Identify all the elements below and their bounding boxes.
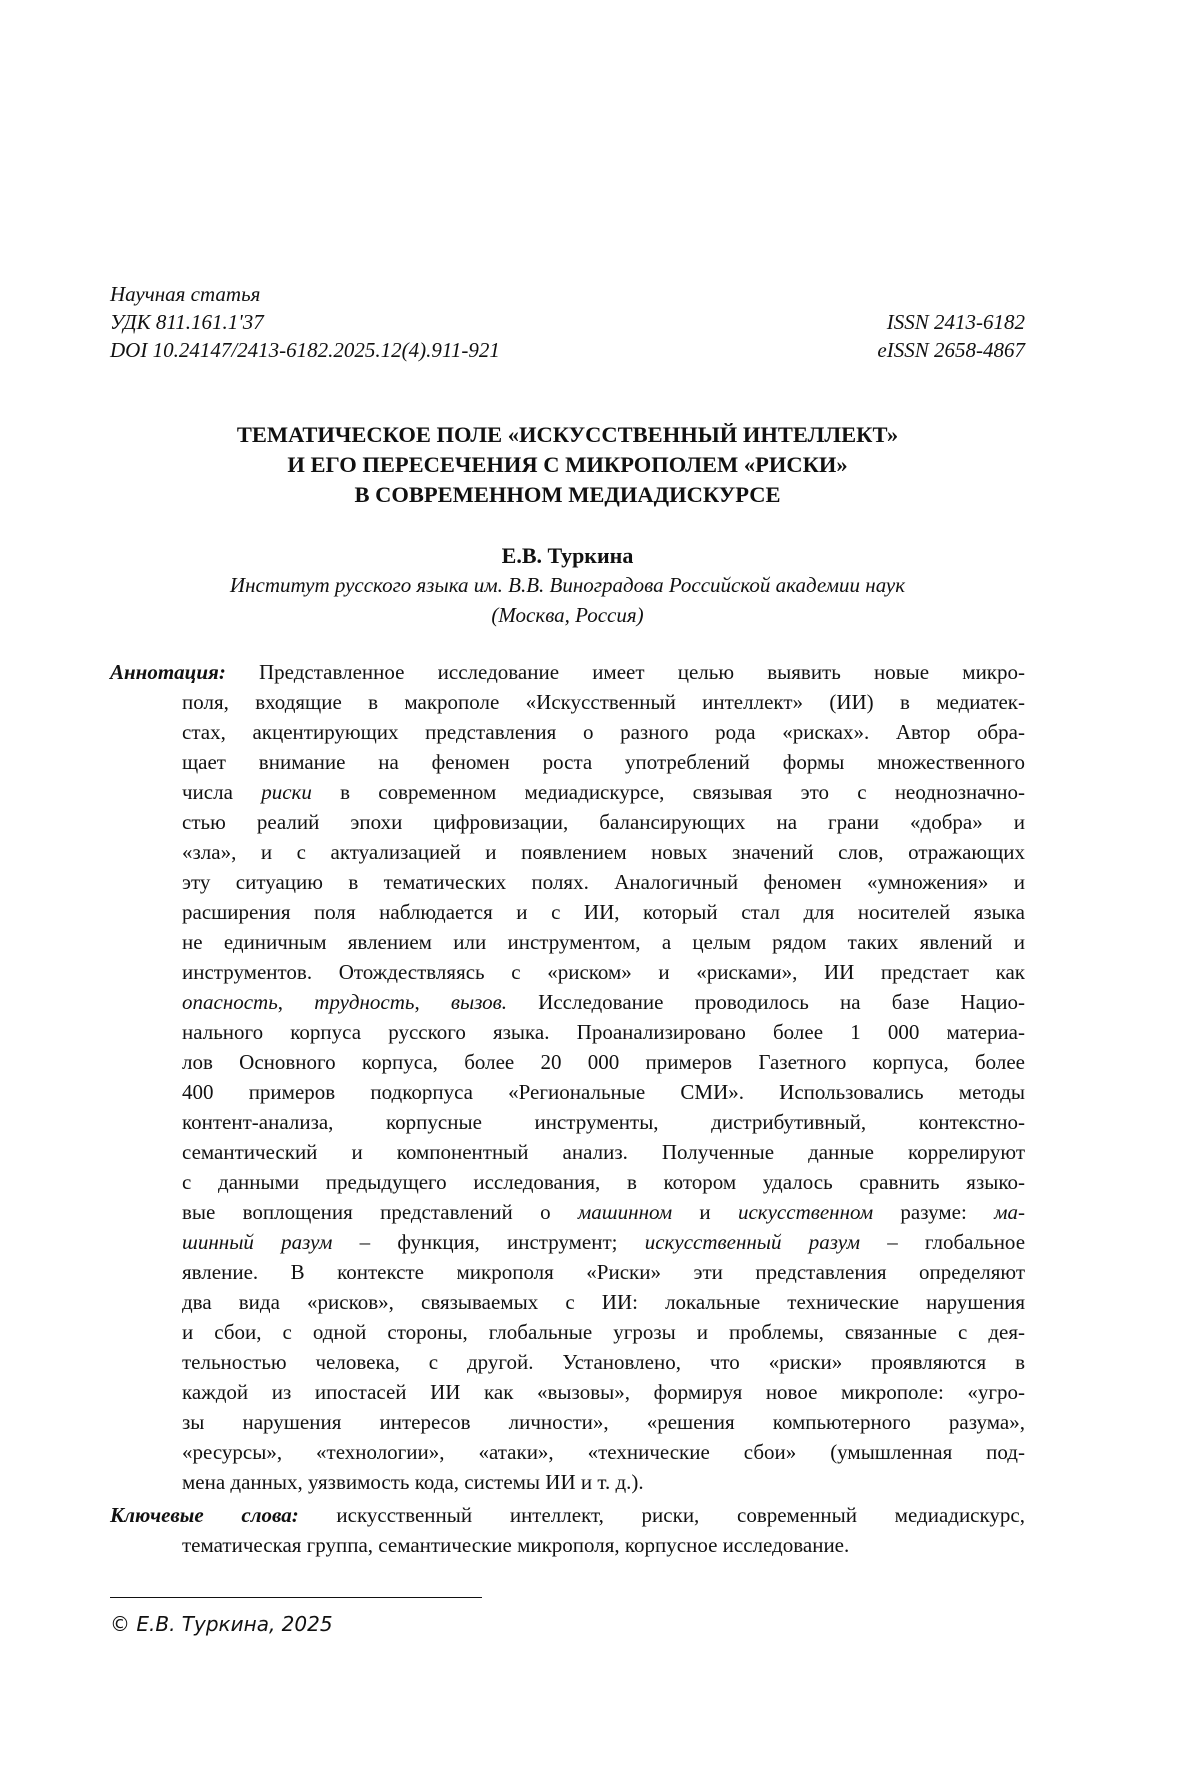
keywords-label: Ключевые слова:	[110, 1503, 299, 1527]
author-name: Е.В. Туркина	[501, 543, 634, 568]
keywords	[110, 1500, 1025, 1560]
footnote-divider	[110, 1597, 482, 1598]
abstract-line	[110, 987, 1025, 1017]
abstract-emphasis: искусственном	[737, 1200, 874, 1224]
title-line: И ЕГО ПЕРЕСЕЧЕНИЯ С МИКРОПОЛЕМ «РИСКИ»	[287, 452, 848, 477]
affiliation-line: Институт русского языка им. В.В. Виноградова Российской академии наук	[229, 573, 906, 597]
abstract-text: и	[672, 1200, 738, 1224]
abstract-line: расширения поля наблюдается и с ИИ, который стал для носителей языка	[182, 900, 1025, 924]
keywords-text: искусственный интеллект, риски, современный медиадискурс,	[298, 1503, 1025, 1527]
abstract-text: Представленное исследование имеет целью выявить новые микро-	[225, 660, 1025, 684]
issn: ISSN 2413-6182	[886, 310, 1025, 334]
abstract-emphasis: ма-	[994, 1200, 1025, 1224]
abstract-line: контент-анализа, корпусные инструменты, дистрибутивный, контекстно-	[182, 1110, 1025, 1134]
abstract-emphasis: опасность	[182, 990, 278, 1014]
udk-code: УДК 811.161.1'37	[110, 310, 264, 334]
abstract-text: – функция, инструмент;	[332, 1230, 645, 1254]
abstract-line: лов Основного корпуса, более 20 000 примеров Газетного корпуса, более	[182, 1050, 1025, 1074]
abstract-line: зы нарушения интересов личности», «решения компьютерного разума»,	[182, 1410, 1025, 1434]
meta-row-type	[110, 280, 1025, 308]
abstract-text: Исследование проводилось на базе Нацио-	[507, 990, 1025, 1014]
copyright-notice: © Е.В. Туркина, 2025	[110, 1612, 333, 1636]
abstract-line: стах, акцентирующих представления о разного рода «рисках». Автор обра-	[182, 720, 1025, 744]
meta-row-udk	[110, 308, 1025, 336]
abstract-text: вые воплощения представлений о	[182, 1200, 578, 1224]
abstract-line	[110, 1197, 1025, 1227]
meta-row-doi	[110, 336, 1025, 364]
article-title	[110, 420, 1025, 510]
abstract-line: стью реалий эпохи цифровизации, балансирующих на грани «добра» и	[182, 810, 1025, 834]
abstract-line: мена данных, уязвимость кода, системы ИИ и т. д.).	[182, 1470, 644, 1494]
title-line: ТЕМАТИЧЕСКОЕ ПОЛЕ «ИСКУССТВЕННЫЙ ИНТЕЛЛЕКТ»	[236, 422, 899, 447]
abstract-line: каждой из ипостасей ИИ как «вызовы», формируя новое микрополе: «угро-	[182, 1380, 1025, 1404]
abstract-line: семантический и компонентный анализ. Полученные данные коррелируют	[182, 1140, 1025, 1164]
article-type: Научная статья	[110, 282, 261, 306]
abstract-line: эту ситуацию в тематических полях. Аналогичный феномен «умножения» и	[182, 870, 1025, 894]
abstract-label: Аннотация:	[110, 660, 226, 684]
abstract-line: явление. В контексте микрополя «Риски» эти представления определяют	[182, 1260, 1025, 1284]
title-line: В СОВРЕМЕННОМ МЕДИАДИСКУРСЕ	[354, 482, 781, 507]
abstract-text: в современном медиадискурсе, связывая это с неоднозначно-	[311, 780, 1026, 804]
abstract-line	[110, 777, 1025, 807]
eissn: eISSN 2658-4867	[877, 338, 1025, 362]
doi: DOI 10.24147/2413-6182.2025.12(4).911-921	[110, 338, 500, 362]
abstract-line: щает внимание на феномен роста употреблений формы множественного	[182, 750, 1025, 774]
abstract-text: – глобальное	[859, 1230, 1026, 1254]
abstract	[110, 657, 1025, 1497]
abstract-text: ,	[277, 990, 315, 1014]
abstract-emphasis: трудность	[314, 990, 415, 1014]
abstract-emphasis: машинном	[577, 1200, 673, 1224]
abstract-line: с данными предыдущего исследования, в котором удалось сравнить языко-	[182, 1170, 1025, 1194]
abstract-emphasis: искусственный разум	[644, 1230, 860, 1254]
abstract-line: инструментов. Отождествляясь с «риском» и «рисками», ИИ предстает как	[182, 960, 1025, 984]
abstract-line: «зла», и с актуализацией и появлением новых значений слов, отражающих	[182, 840, 1025, 864]
abstract-emphasis: шинный разум	[182, 1230, 333, 1254]
article-metadata	[110, 280, 1025, 364]
keywords-line: тематическая группа, семантические микрополя, корпусное исследование.	[182, 1533, 850, 1557]
abstract-line: не единичным явлением или инструментом, а целым рядом таких явлений и	[182, 930, 1025, 954]
affiliation-line: (Москва, Россия)	[491, 603, 644, 627]
abstract-text: ,	[414, 990, 451, 1014]
keywords-line	[110, 1500, 1025, 1530]
abstract-emphasis: вызов.	[450, 990, 507, 1014]
abstract-line: и сбои, с одной стороны, глобальные угрозы и проблемы, связанные с дея-	[182, 1320, 1025, 1344]
abstract-line: два вида «рисков», связываемых с ИИ: локальные технические нарушения	[182, 1290, 1025, 1314]
abstract-line	[110, 1227, 1025, 1257]
abstract-text: числа	[182, 780, 262, 804]
abstract-line: «ресурсы», «технологии», «атаки», «технические сбои» (умышленная под-	[182, 1440, 1025, 1464]
abstract-text: разуме:	[873, 1200, 995, 1224]
author-affiliation	[110, 570, 1025, 630]
abstract-line: 400 примеров подкорпуса «Региональные СМИ». Использовались методы	[182, 1080, 1025, 1104]
abstract-line: поля, входящие в макрополе «Искусственный интеллект» (ИИ) в медиатек-	[182, 690, 1025, 714]
abstract-line: нального корпуса русского языка. Проанализировано более 1 000 материа-	[182, 1020, 1025, 1044]
abstract-emphasis: риски	[261, 780, 312, 804]
abstract-line	[110, 657, 1025, 687]
abstract-line: тельностью человека, с другой. Установлено, что «риски» проявляются в	[182, 1350, 1025, 1374]
